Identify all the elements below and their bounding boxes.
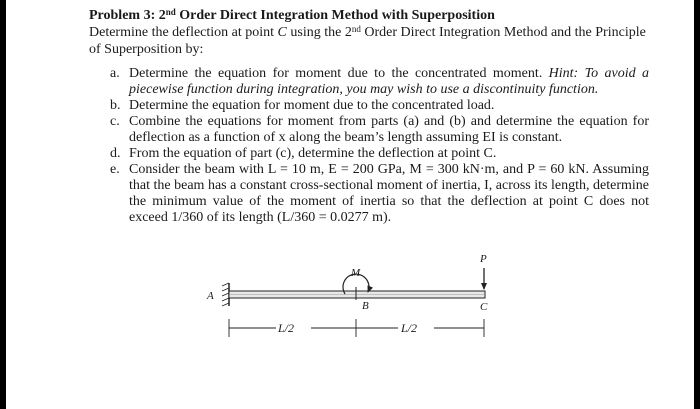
- part-marker: d.: [110, 146, 121, 161]
- intro-sup: nd: [351, 24, 361, 34]
- title-sup: nd: [165, 7, 176, 17]
- intro-text-a: Determine the deflection at point: [89, 25, 278, 40]
- label-A: A: [207, 290, 214, 302]
- label-M: M: [351, 267, 361, 279]
- title-suffix: Order Direct Integration Method with Superposition: [175, 8, 495, 23]
- part-text: Determine the equation for moment due to the concentrated moment.: [129, 66, 549, 81]
- label-B: B: [362, 300, 369, 312]
- part-text: Determine the equation for moment due to the concentrated load.: [129, 98, 495, 113]
- title-prefix: Problem 3: 2: [89, 8, 166, 23]
- dimension-line: [229, 319, 484, 337]
- dimension-right: L/2: [401, 321, 418, 335]
- part-text: Combine the equations for moment from parts (a) and (b) and determine the equation for deflection as a function of x along the beam’s length assuming EI is constant.: [129, 114, 649, 145]
- label-C: C: [480, 301, 488, 313]
- intro-text-c: Order Direct Integration Method and the Principle of Superposition by:: [89, 25, 646, 57]
- intro-text-b: using the 2: [286, 25, 352, 40]
- part-marker: e.: [110, 162, 120, 177]
- part-marker: c.: [110, 114, 120, 129]
- fixed-support-A: [222, 283, 229, 306]
- label-P: P: [480, 253, 487, 265]
- part-text: From the equation of part (c), determine the deflection at point C.: [129, 146, 497, 161]
- dimension-left: L/2: [278, 321, 295, 335]
- part-text: Consider the beam with L = 10 m, E = 200 GPa, M = 300 kN·m, and P = 60 kN. Assuming that the beam has a constant cross-sectional moment of inertia, I, across its length, determine the minimum value of the moment of inertia so that the deflection at point C does not exceed 1/360 of its length (L/360 = 0.0277 m).: [129, 162, 649, 225]
- part-marker: b.: [110, 98, 121, 113]
- part-hint: Hint: To avoid a piecewise function during integration, you may wish to use a discontinuity function.: [129, 66, 649, 97]
- intro-point: C: [277, 25, 287, 40]
- part-marker: a.: [110, 66, 120, 81]
